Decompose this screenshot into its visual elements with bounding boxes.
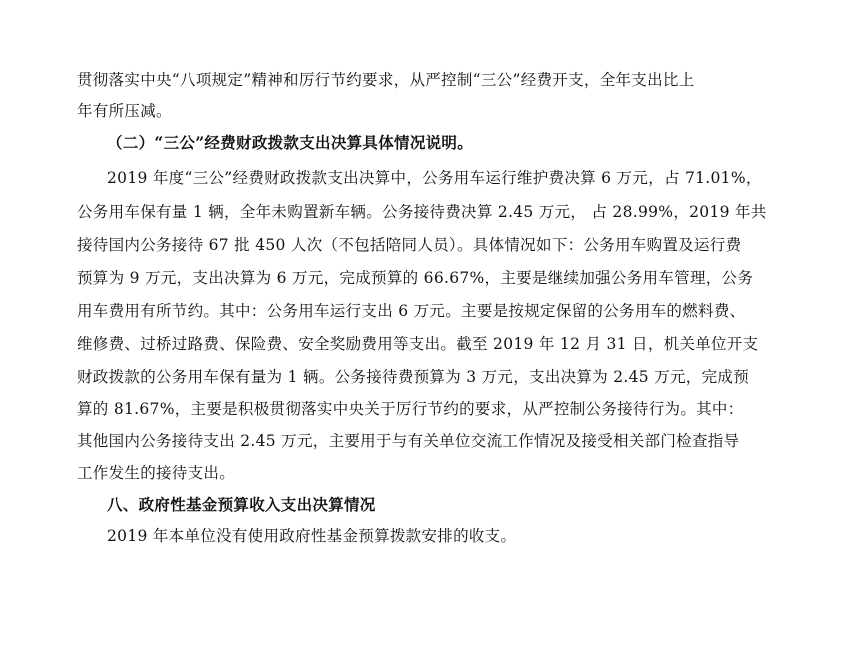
paragraph-line: 工作发生的接待支出。	[77, 464, 236, 482]
paragraph-line: 2019 年度“三公”经费财政拨款支出决算中，公务用车运行维护费决算 6 万元，占 71.01%，	[107, 169, 762, 187]
paragraph-line: 贯彻落实中央“八项规定”精神和厉行节约要求，从严控制“三公”经费开支，全年支出比上	[77, 71, 695, 89]
paragraph-line: 接待国内公务接待 67 批 450 人次（不包括陪同人员）。具体情况如下：公务用车购置及运行费	[77, 236, 742, 254]
paragraph-line: 2019 年本单位没有使用政府性基金预算拨款安排的收支。	[107, 527, 517, 545]
paragraph-line: 公务用车保有量 1 辆，全年未购置新车辆。公务接待费决算 2.45 万元， 占 28.99%，2019 年共	[77, 203, 767, 221]
paragraph-line: 算的 81.67%，主要是积极贯彻落实中央关于厉行节约的要求，从严控制公务接待行为。其中：	[77, 400, 744, 418]
paragraph-line: 其他国内公务接待支出 2.45 万元，主要用于与有关单位交流工作情况及接受相关部门检查指导	[77, 432, 740, 450]
paragraph-line: 年有所压减。	[77, 102, 172, 120]
section-heading: 八、政府性基金预算收入支出决算情况	[107, 495, 376, 514]
paragraph-line: 财政拨款的公务用车保有量为 1 辆。公务接待费预算为 3 万元，支出决算为 2.45 万元，完成预	[77, 368, 749, 386]
paragraph-line: 维修费、过桥过路费、保险费、安全奖励费用等支出。截至 2019 年 12 月 31 日，机关单位开支	[77, 335, 759, 353]
section-heading: （二）“三公”经费财政拨款支出决算具体情况说明。	[107, 133, 474, 152]
paragraph-line: 用车费用有所节约。其中：公务用车运行支出 6 万元。主要是按规定保留的公务用车的燃料费、	[77, 302, 746, 320]
paragraph-line: 预算为 9 万元，支出决算为 6 万元，完成预算的 66.67%，主要是继续加强公务用车管理，公务	[77, 269, 754, 287]
